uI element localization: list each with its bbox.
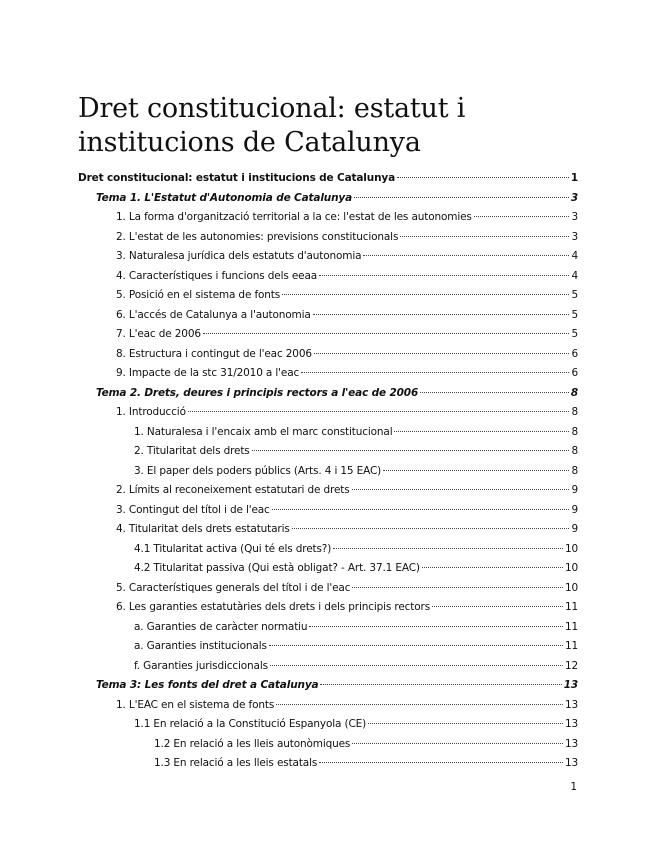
toc-entry-page: 13 <box>563 679 578 691</box>
toc-dot-leader <box>422 567 563 568</box>
toc-entry-page: 5 <box>571 328 578 340</box>
toc-entry-page: 9 <box>571 523 578 535</box>
toc-dot-leader <box>352 489 570 490</box>
toc-entry-page: 9 <box>571 503 578 516</box>
toc-entry-label: 2. Titularitat dels drets <box>134 445 250 457</box>
toc-dot-leader <box>320 684 561 685</box>
toc-entry-page: 1 <box>570 172 578 184</box>
toc-entry-page: 13 <box>564 757 578 769</box>
toc-dot-leader <box>420 392 569 393</box>
toc-entry[interactable] <box>78 676 578 696</box>
toc-entry-page: 8 <box>571 425 578 438</box>
toc-entry-label: 4. Titularitat dels drets estatutaris <box>116 523 290 535</box>
toc-dot-leader <box>394 431 569 432</box>
toc-entry-page: 10 <box>564 581 578 594</box>
toc-entry[interactable] <box>78 501 578 521</box>
toc-dot-leader <box>269 645 563 646</box>
toc-entry-page: 8 <box>571 445 578 457</box>
toc-entry[interactable] <box>78 559 578 579</box>
toc-entry-page: 10 <box>564 542 578 555</box>
toc-entry-label: Dret constitucional: estatut i institucions de Catalunya <box>78 172 396 184</box>
toc-dot-leader <box>203 333 570 334</box>
page-number: 1 <box>570 781 577 793</box>
toc-dot-leader <box>354 197 569 198</box>
toc-entry[interactable] <box>78 540 578 560</box>
toc-dot-leader <box>319 275 569 276</box>
toc-dot-leader <box>352 743 563 744</box>
toc-dot-leader <box>313 314 570 315</box>
toc-entry[interactable] <box>78 735 578 755</box>
toc-entry-label: 6. L'accés de Catalunya a l'autonomia <box>116 308 311 321</box>
toc-entry[interactable] <box>78 598 578 618</box>
toc-entry-label: f. Garanties jurisdiccionals <box>134 659 268 672</box>
toc-entry[interactable] <box>78 618 578 638</box>
toc-entry-page: 6 <box>571 367 578 379</box>
toc-dot-leader <box>272 509 570 510</box>
toc-entry[interactable] <box>78 715 578 735</box>
toc-entry-page: 12 <box>564 659 578 672</box>
toc-entry-page: 13 <box>564 718 578 730</box>
toc-dot-leader <box>368 723 563 724</box>
toc-dot-leader <box>397 177 569 178</box>
toc-entry[interactable] <box>78 657 578 677</box>
toc-dot-leader <box>282 294 569 295</box>
toc-entry[interactable] <box>78 481 578 501</box>
toc-dot-leader <box>292 528 570 529</box>
toc-dot-leader <box>270 665 563 666</box>
toc-entry-page: 11 <box>564 620 578 633</box>
toc-entry-label: 2. L'estat de les autonomies: previsions constitucionals <box>116 230 399 243</box>
toc-entry-page: 9 <box>571 484 578 496</box>
toc-entry-page: 4 <box>571 250 578 262</box>
toc-entry[interactable] <box>78 696 578 716</box>
toc-entry-label: 4. Característiques i funcions dels eeaa <box>116 269 318 282</box>
toc-entry-label: 1.3 En relació a les lleis estatals <box>154 757 318 769</box>
toc-entry-page: 5 <box>571 289 578 301</box>
toc-entry-page: 10 <box>564 562 578 574</box>
table-of-contents <box>78 169 578 774</box>
toc-entry[interactable] <box>78 325 578 345</box>
document-title: Dret constitucional: estatut i institucions de Catalunya <box>78 93 466 158</box>
toc-entry[interactable] <box>78 228 578 248</box>
toc-dot-leader <box>252 450 570 451</box>
toc-entry[interactable] <box>78 306 578 326</box>
toc-entry[interactable] <box>78 423 578 443</box>
toc-entry-label: 4.1 Titularitat activa (Qui té els drets?) <box>134 542 332 555</box>
toc-entry-label: 1. L'EAC en el sistema de fonts <box>116 698 275 711</box>
toc-entry-label: 1. La forma d'organització territorial a la ce: l'estat de les autonomies <box>116 211 472 223</box>
toc-entry-page: 3 <box>571 230 578 243</box>
toc-entry[interactable] <box>78 267 578 287</box>
toc-entry-label: 7. L'eac de 2006 <box>116 328 201 340</box>
toc-entry[interactable] <box>78 345 578 365</box>
toc-entry[interactable] <box>78 462 578 482</box>
toc-entry-label: 6. Les garanties estatutàries dels drets i dels principis rectors <box>116 601 431 613</box>
toc-entry[interactable] <box>78 754 578 774</box>
toc-entry-label: 3. Naturalesa jurídica dels estatuts d'autonomia <box>116 250 362 262</box>
toc-entry-label: 3. Contingut del títol i de l'eac <box>116 503 270 516</box>
toc-entry[interactable] <box>78 286 578 306</box>
toc-entry-page: 13 <box>564 737 578 750</box>
toc-entry[interactable] <box>78 579 578 599</box>
toc-dot-leader <box>319 762 563 763</box>
toc-dot-leader <box>474 216 570 217</box>
toc-entry-label: 5. Característiques generals del títol i de l'eac <box>116 581 351 594</box>
toc-dot-leader <box>352 587 563 588</box>
toc-entry[interactable] <box>78 520 578 540</box>
toc-entry-label: 1. Naturalesa i l'encaix amb el marc constitucional <box>134 425 393 438</box>
toc-entry[interactable] <box>78 364 578 384</box>
toc-dot-leader <box>309 626 563 627</box>
toc-dot-leader <box>314 353 570 354</box>
toc-entry-label: Tema 2. Drets, deures i principis rectors a l'eac de 2006 <box>96 386 419 399</box>
toc-entry-page: 8 <box>570 386 578 399</box>
toc-entry[interactable] <box>78 384 578 404</box>
toc-entry-label: Tema 3: Les fonts del dret a Catalunya <box>96 679 319 691</box>
toc-entry-page: 5 <box>571 308 578 321</box>
toc-dot-leader <box>383 470 569 471</box>
toc-entry-label: Tema 1. L'Estatut d'Autonomia de Catalunya <box>96 191 353 204</box>
toc-entry-page: 6 <box>571 347 578 360</box>
toc-entry-label: 1.1 En relació a la Constitució Espanyola (CE) <box>134 718 367 730</box>
toc-entry-label: 2. Límits al reconeixement estatutari de drets <box>116 484 350 496</box>
toc-entry[interactable] <box>78 403 578 423</box>
toc-entry-page: 3 <box>571 211 578 223</box>
toc-entry-label: 3. El paper dels poders públics (Arts. 4 i 15 EAC) <box>134 464 382 477</box>
toc-entry[interactable] <box>78 208 578 228</box>
toc-entry[interactable] <box>78 637 578 657</box>
toc-dot-leader <box>188 411 570 412</box>
toc-entry[interactable] <box>78 247 578 267</box>
toc-dot-leader <box>301 372 569 373</box>
toc-entry-label: 9. Impacte de la stc 31/2010 a l'eac <box>116 367 300 379</box>
toc-entry-label: 8. Estructura i contingut de l'eac 2006 <box>116 347 312 360</box>
toc-entry-label: a. Garanties de caràcter normatiu <box>134 620 308 633</box>
toc-entry-page: 11 <box>564 640 578 652</box>
toc-entry[interactable] <box>78 169 578 189</box>
toc-dot-leader <box>363 255 569 256</box>
toc-entry[interactable] <box>78 442 578 462</box>
toc-entry-page: 8 <box>571 406 578 418</box>
toc-entry-page: 8 <box>571 464 578 477</box>
toc-entry-page: 13 <box>564 698 578 711</box>
toc-dot-leader <box>400 236 569 237</box>
toc-entry-label: 4.2 Titularitat passiva (Qui està obligat? - Art. 37.1 EAC) <box>134 562 420 574</box>
toc-entry-page: 11 <box>564 601 578 613</box>
toc-entry-label: 1. Introducció <box>116 406 186 418</box>
toc-entry[interactable] <box>78 189 578 209</box>
toc-dot-leader <box>276 704 563 705</box>
toc-entry-label: a. Garanties institucionals <box>134 640 267 652</box>
toc-dot-leader <box>432 606 563 607</box>
toc-entry-page: 4 <box>571 269 578 282</box>
toc-entry-label: 1.2 En relació a les lleis autonòmiques <box>154 737 351 750</box>
toc-entry-label: 5. Posició en el sistema de fonts <box>116 289 281 301</box>
toc-dot-leader <box>333 548 563 549</box>
toc-entry-page: 3 <box>570 191 578 204</box>
